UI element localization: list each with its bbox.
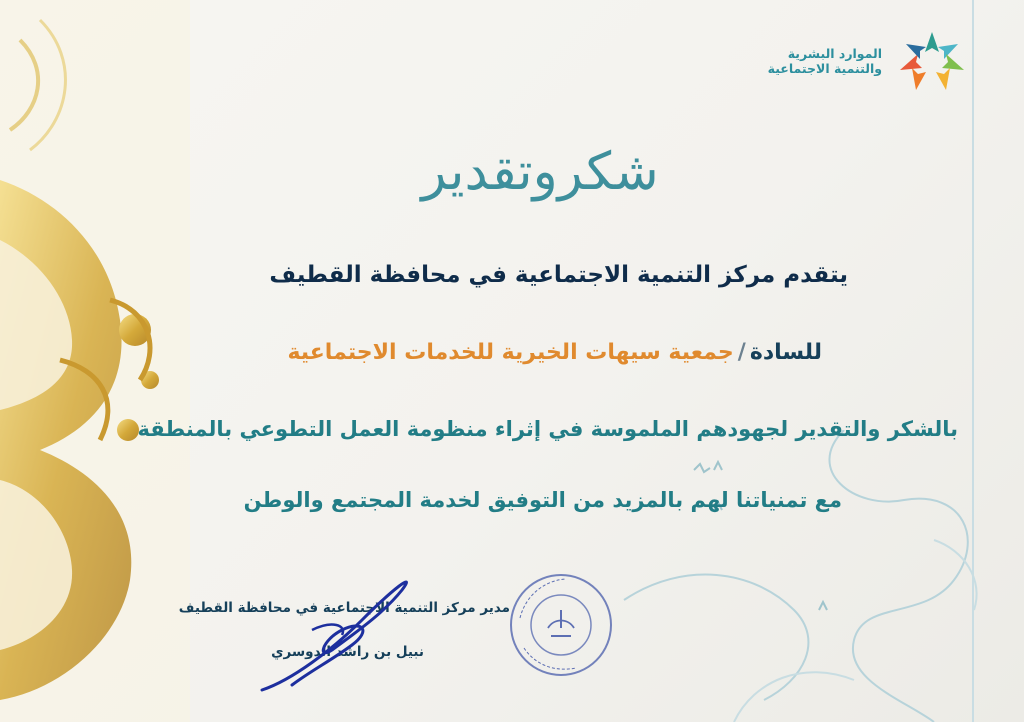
ministry-logo: [768, 26, 972, 96]
body-text-line2: مع تمنياتنا لهم بالمزيد من التوفيق لخدمة المجتمع والوطن: [243, 488, 842, 512]
star-flower-icon: [892, 26, 972, 96]
gold-ornament: [0, 0, 190, 722]
recipient-line: [287, 340, 822, 365]
handwritten-signature: [252, 560, 452, 710]
recipient-name: جمعية سيهات الخيرية للخدمات الاجتماعية: [287, 340, 734, 365]
ministry-name-line2: والتنمية الاجتماعية: [767, 61, 882, 76]
body-text-line1: بالشكر والتقدير لجهودهم الملموسة في إثراء منظومة العمل التطوعي بالمنطقة: [137, 417, 958, 441]
ministry-name: [768, 46, 882, 76]
signatory-title: مدير مركز التنمية الاجتماعية في محافظة القطيف: [178, 600, 510, 616]
certificate-title: شكروتقدير: [421, 142, 659, 202]
recipient-prefix: للسادة: [749, 340, 822, 365]
signatory-name: نبيل بن راشد الدوسري: [271, 644, 424, 660]
issuer-line: يتقدم مركز التنمية الاجتماعية في محافظة القطيف: [269, 262, 848, 288]
decorative-waves: [604, 430, 1024, 722]
ministry-name-line1: الموارد البشرية: [787, 46, 882, 61]
official-stamp: [506, 570, 616, 680]
recipient-separator: /: [737, 340, 746, 365]
